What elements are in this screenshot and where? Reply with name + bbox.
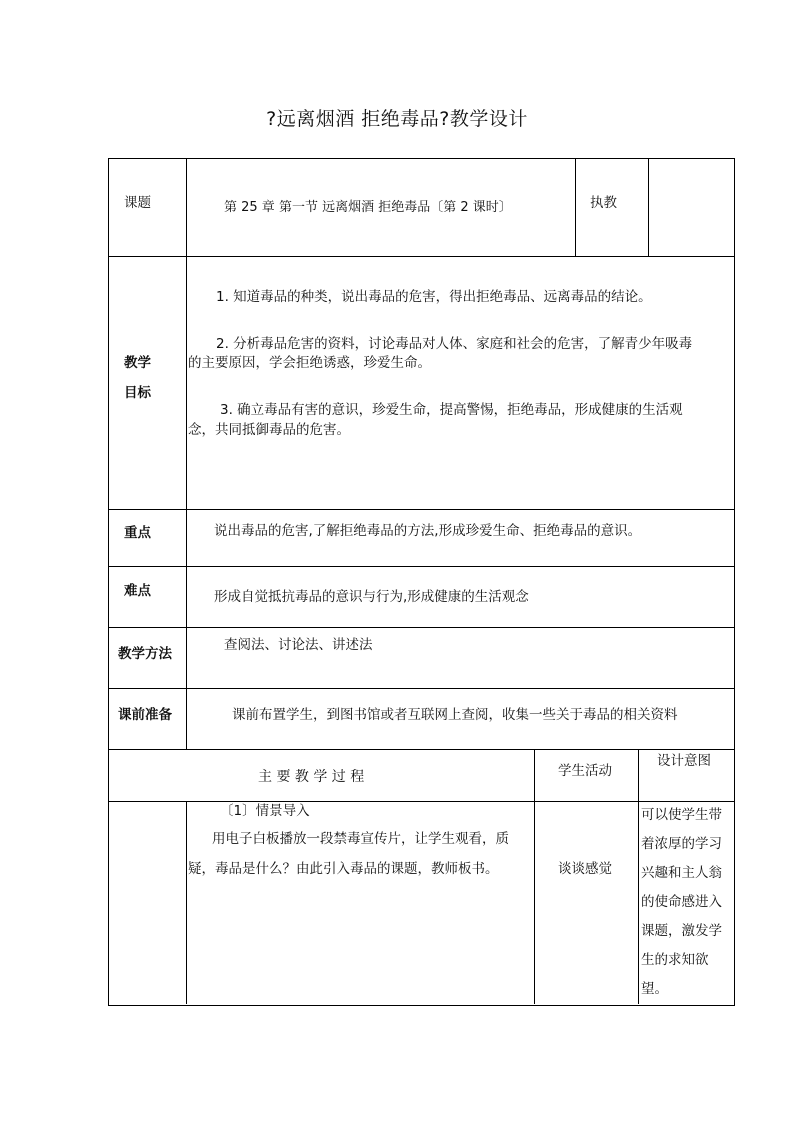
prep-label: 课前准备 [118, 707, 172, 723]
intent-line: 课题，激发学 [641, 923, 722, 939]
row-divider [108, 509, 734, 510]
difficulty-label: 难点 [124, 583, 151, 599]
col-divider [186, 158, 187, 750]
process-main-header: 主 要 教 学 过 程 [258, 769, 365, 785]
intent-line: 的使命感进入 [641, 894, 722, 910]
intent-line: 可以使学生带 [641, 807, 722, 823]
goal-item-3-line-2: 念，共同抵御毒品的危害。 [188, 422, 350, 438]
student-activity-header: 学生活动 [558, 763, 612, 779]
topic-label: 课题 [124, 195, 151, 211]
method-text: 查阅法、讨论法、讲述法 [224, 637, 373, 653]
col-divider [575, 158, 576, 256]
student-activity-text: 谈谈感觉 [558, 861, 612, 877]
row-divider [108, 566, 734, 567]
goal-item-2-line-1: 2. 分析毒品危害的资料，讨论毒品对人体、家庭和社会的危害，了解青少年吸毒 [216, 336, 693, 352]
intent-line: 生的求知欲 [641, 952, 709, 968]
process-text-line-1: 用电子白板播放一段禁毒宣传片，让学生观看，质 [212, 831, 509, 847]
topic-value: 第 25 章 第一节 远离烟酒 拒绝毒品〔第 2 课时〕 [224, 200, 512, 215]
key-point-text: 说出毒品的危害,了解拒绝毒品的方法,形成珍爱生命、拒绝毒品的意识。 [214, 523, 642, 539]
prep-text: 课前布置学生，到图书馆或者互联网上查阅，收集一些关于毒品的相关资料 [232, 707, 678, 723]
row-divider [108, 256, 734, 257]
goal-item-1: 1. 知道毒品的种类，说出毒品的危害，得出拒绝毒品、远离毒品的结论。 [216, 289, 652, 305]
col-divider [534, 749, 535, 1004]
key-point-label: 重点 [124, 525, 151, 541]
col-divider [638, 749, 639, 1004]
row-divider [108, 627, 734, 628]
difficulty-text: 形成自觉抵抗毒品的意识与行为,形成健康的生活观念 [214, 589, 529, 605]
goals-label-1: 教学 [124, 355, 151, 371]
goal-item-2-line-2: 的主要原因，学会拒绝诱惑，珍爱生命。 [188, 355, 431, 371]
teacher-label: 执教 [590, 195, 617, 211]
goals-label-2: 目标 [124, 385, 151, 401]
design-intent-header: 设计意图 [657, 753, 711, 769]
intent-line: 着浓厚的学习 [641, 836, 722, 852]
row-divider [108, 688, 734, 689]
method-label: 教学方法 [118, 646, 172, 662]
intent-line: 望。 [641, 981, 668, 997]
process-section-title: 〔1〕情景导入 [220, 803, 310, 819]
col-divider [186, 801, 187, 1004]
goal-item-3-line-1: 3. 确立毒品有害的意识，珍爱生命，提高警惕，拒绝毒品，形成健康的生活观 [220, 402, 683, 418]
row-divider [108, 749, 734, 750]
process-text-line-2: 疑，毒品是什么？由此引入毒品的课题，教师板书。 [188, 861, 499, 877]
design-intent-text [641, 801, 733, 1004]
col-divider [648, 158, 649, 256]
intent-line: 兴趣和主人翁 [641, 865, 722, 881]
document-title: ?远离烟酒 拒绝毒品?教学设计 [266, 108, 528, 130]
